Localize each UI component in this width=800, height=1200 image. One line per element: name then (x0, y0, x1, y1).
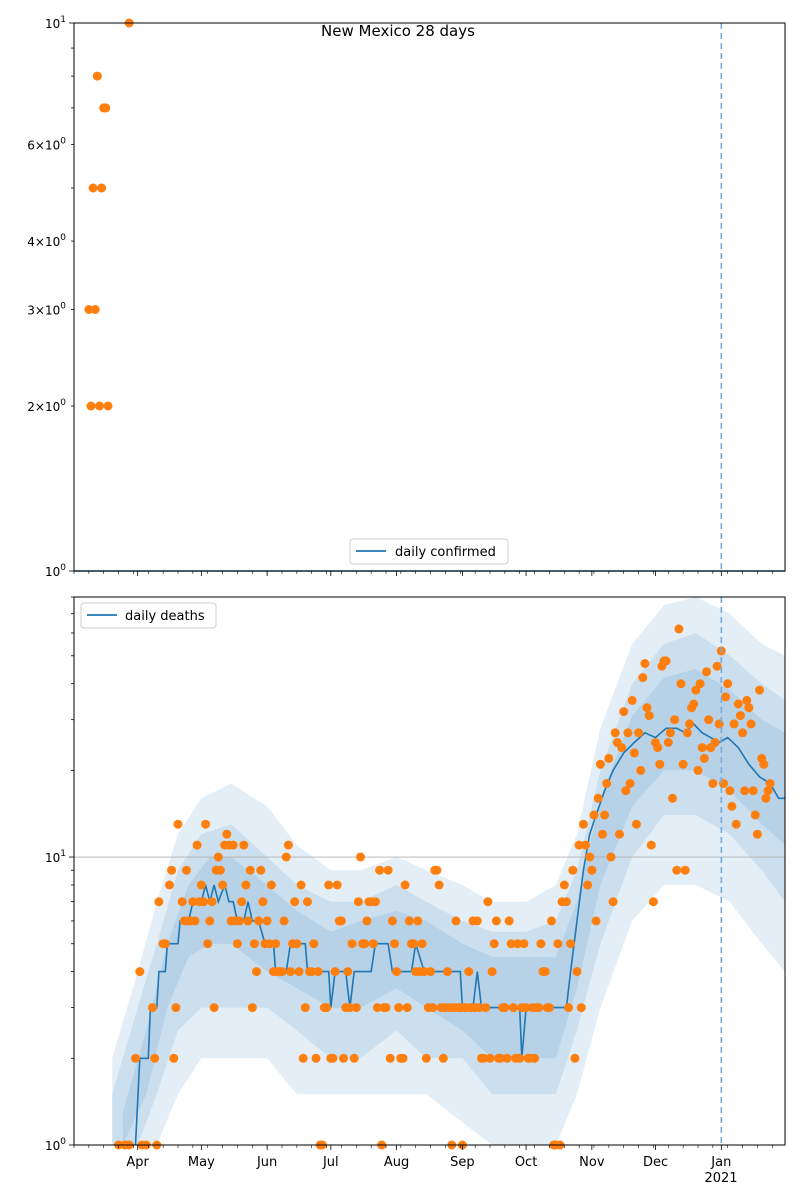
scatter-point (573, 967, 582, 976)
scatter-point (290, 897, 299, 906)
scatter-point (263, 916, 272, 925)
scatter-point (766, 779, 775, 788)
scatter-point (615, 830, 624, 839)
scatter-point (233, 939, 242, 948)
scatter-point (95, 402, 104, 411)
scatter-point (696, 679, 705, 688)
scatter-point (418, 939, 427, 948)
legend-label: daily confirmed (395, 545, 496, 560)
scatter-point (564, 1003, 573, 1012)
scatter-point (235, 916, 244, 925)
scatter-point (747, 719, 756, 728)
scatter-point (730, 719, 739, 728)
scatter-point (670, 715, 679, 724)
scatter-point (208, 897, 217, 906)
scatter-point (708, 779, 717, 788)
scatter-point (246, 866, 255, 875)
scatter-point (337, 916, 346, 925)
scatter-point (587, 866, 596, 875)
scatter-point (201, 820, 210, 829)
scatter-point (309, 939, 318, 948)
scatter-point (371, 897, 380, 906)
scatter-point (256, 866, 265, 875)
scatter-point (350, 1054, 359, 1063)
scatter-point (154, 897, 163, 906)
scatter-point (222, 830, 231, 839)
scatter-point (744, 703, 753, 712)
scatter-point (356, 853, 365, 862)
scatter-point (598, 830, 607, 839)
scatter-point (655, 760, 664, 769)
scatter-point (503, 1054, 512, 1063)
scatter-point (583, 881, 592, 890)
legend-confirmed (350, 539, 508, 564)
scatter-point (689, 700, 698, 709)
scatter-point (628, 696, 637, 705)
y-tick-label: $10^0$ (44, 1137, 66, 1153)
scatter-point (352, 1003, 361, 1012)
y-tick-label: $2\times 10^0$ (27, 398, 66, 415)
scatter-point (736, 711, 745, 720)
scatter-point (386, 1054, 395, 1063)
scatter-point (104, 402, 113, 411)
scatter-point (203, 939, 212, 948)
scatter-point (596, 760, 605, 769)
scatter-point (443, 967, 452, 976)
scatter-point (579, 820, 588, 829)
scatter-point (672, 866, 681, 875)
scatter-point (254, 916, 263, 925)
x-tick-label: Aug (383, 1155, 410, 1170)
scatter-point (297, 881, 306, 890)
scatter-point (241, 881, 250, 890)
scatter-point (592, 916, 601, 925)
scatter-point (738, 728, 747, 737)
scatter-point (753, 830, 762, 839)
scatter-point (301, 1003, 310, 1012)
scatter-point (505, 916, 514, 925)
scatter-point (653, 743, 662, 752)
scatter-point (488, 967, 497, 976)
scatter-point (405, 916, 414, 925)
scatter-point (97, 184, 106, 193)
scatter-point (390, 939, 399, 948)
scatter-point (210, 1003, 219, 1012)
scatter-point (150, 1054, 159, 1063)
scatter-point (312, 1054, 321, 1063)
scatter-point (611, 728, 620, 737)
scatter-point (171, 1003, 180, 1012)
x-tick-label: Nov (579, 1155, 605, 1170)
scatter-point (702, 667, 711, 676)
scatter-point (698, 743, 707, 752)
scatter-point (547, 916, 556, 925)
scatter-point (481, 1003, 490, 1012)
scatter-point (135, 967, 144, 976)
y-tick-label: $4\times 10^0$ (27, 233, 66, 250)
scatter-point (560, 881, 569, 890)
x-tick-label: Oct (514, 1155, 538, 1170)
scatter-point (360, 939, 369, 948)
scatter-point (314, 967, 323, 976)
y-tick-label: $6\times 10^0$ (27, 136, 66, 153)
scatter-point (683, 728, 692, 737)
legend-label: daily deaths (125, 609, 205, 624)
scatter-point (685, 719, 694, 728)
x-tick-label: Jul (322, 1155, 339, 1170)
scatter-point (333, 881, 342, 890)
scatter-point (662, 656, 671, 665)
y-tick-label: $10^1$ (44, 849, 66, 866)
scatter-point (343, 967, 352, 976)
scatter-point (568, 866, 577, 875)
scatter-point (541, 967, 550, 976)
scatter-point (362, 916, 371, 925)
scatter-point (428, 1003, 437, 1012)
scatter-point (216, 866, 225, 875)
scatter-point (271, 939, 280, 948)
scatter-point (267, 881, 276, 890)
scatter-point (239, 841, 248, 850)
scatter-point (626, 779, 635, 788)
scatter-point (89, 184, 98, 193)
scatter-point (148, 1003, 157, 1012)
scatter-point (328, 1054, 337, 1063)
scatter-point (553, 939, 562, 948)
scatter-point (640, 659, 649, 668)
scatter-point (570, 1054, 579, 1063)
x-tick-label: Apr (126, 1155, 149, 1170)
scatter-point (562, 897, 571, 906)
scatter-point (619, 707, 628, 716)
scatter-point (87, 402, 96, 411)
scatter-point (182, 866, 191, 875)
scatter-point (740, 786, 749, 795)
scatter-point (727, 802, 736, 811)
scatter-point (280, 916, 289, 925)
scatter-point (422, 1054, 431, 1063)
scatter-point (759, 760, 768, 769)
scatter-point (439, 1054, 448, 1063)
scatter-point (191, 916, 200, 925)
scatter-point (590, 811, 599, 820)
scatter-point (165, 881, 174, 890)
scatter-point (413, 916, 422, 925)
scatter-point (403, 1003, 412, 1012)
year-label: 2021 (704, 1171, 738, 1186)
scatter-point (286, 967, 295, 976)
scatter-point (229, 841, 238, 850)
scatter-point (734, 700, 743, 709)
scatter-point (607, 853, 616, 862)
scatter-point (401, 881, 410, 890)
scatter-point (167, 866, 176, 875)
scatter-point (388, 916, 397, 925)
scatter-point (751, 811, 760, 820)
scatter-point (749, 786, 758, 795)
scatter-point (581, 841, 590, 850)
scatter-point (490, 939, 499, 948)
scatter-point (409, 939, 418, 948)
scatter-point (674, 624, 683, 633)
scatter-point (536, 939, 545, 948)
scatter-point (399, 1054, 408, 1063)
scatter-point (292, 939, 301, 948)
scatter-point (566, 939, 575, 948)
x-tick-label: Sep (450, 1155, 475, 1170)
scatter-point (161, 939, 170, 948)
scatter-point (719, 779, 728, 788)
scatter-point (721, 692, 730, 701)
scatter-point (609, 897, 618, 906)
scatter-point (214, 853, 223, 862)
scatter-point (725, 786, 734, 795)
scatter-point (303, 897, 312, 906)
scatter-point (354, 897, 363, 906)
scatter-point (339, 1054, 348, 1063)
scatter-point (278, 967, 287, 976)
scatter-point (375, 866, 384, 875)
scatter-point (715, 719, 724, 728)
scatter-point (93, 72, 102, 81)
scatter-point (199, 897, 208, 906)
scatter-point (713, 662, 722, 671)
scatter-point (369, 939, 378, 948)
scatter-point (694, 766, 703, 775)
scatter-point (174, 820, 183, 829)
scatter-point (284, 841, 293, 850)
scatter-point (679, 760, 688, 769)
scatter-point (732, 820, 741, 829)
scatter-point (295, 967, 304, 976)
scatter-point (545, 1003, 554, 1012)
scatter-point (755, 686, 764, 695)
scatter-point (630, 748, 639, 757)
scatter-point (649, 897, 658, 906)
scatter-point (452, 916, 461, 925)
scatter-point (91, 305, 100, 314)
scatter-point (169, 1054, 178, 1063)
scatter-point (322, 1003, 331, 1012)
scatter-point (432, 866, 441, 875)
x-tick-label: Jan (711, 1155, 732, 1170)
scatter-point (643, 703, 652, 712)
y-tick-label: $10^0$ (44, 563, 66, 579)
scatter-point (647, 841, 656, 850)
scatter-point (700, 754, 709, 763)
scatter-point (299, 1054, 308, 1063)
scatter-point (602, 779, 611, 788)
scatter-point (250, 939, 259, 948)
scatter-point (515, 1054, 524, 1063)
scatter-point (464, 967, 473, 976)
scatter-point (331, 967, 340, 976)
scatter-point (131, 1054, 140, 1063)
scatter-point (486, 1054, 495, 1063)
scatter-point (324, 881, 333, 890)
scatter-point (623, 728, 632, 737)
scatter-point (711, 738, 720, 747)
legend-deaths (81, 603, 216, 628)
scatter-point (218, 881, 227, 890)
scatter-point (348, 939, 357, 948)
scatter-point (761, 794, 770, 803)
scatter-point (252, 967, 261, 976)
y-tick-label: $10^1$ (44, 15, 66, 31)
scatter-point (638, 673, 647, 682)
scatter-point (636, 766, 645, 775)
scatter-point (723, 679, 732, 688)
scatter-point (681, 866, 690, 875)
scatter-point (634, 728, 643, 737)
scatter-point (282, 853, 291, 862)
scatter-point (258, 897, 267, 906)
scatter-point (426, 967, 435, 976)
scatter-point (197, 881, 206, 890)
scatter-point (500, 1003, 509, 1012)
scatter-point (577, 1003, 586, 1012)
scatter-point (382, 1003, 391, 1012)
scatter-point (600, 811, 609, 820)
scatter-point (101, 103, 110, 112)
scatter-point (392, 967, 401, 976)
scatter-point (237, 897, 246, 906)
scatter-point (534, 1003, 543, 1012)
x-tick-label: May (187, 1155, 215, 1170)
x-tick-label: Dec (642, 1155, 669, 1170)
scatter-point (394, 1003, 403, 1012)
scatter-point (666, 728, 675, 737)
scatter-point (248, 1003, 257, 1012)
scatter-point (677, 679, 686, 688)
scatter-point (178, 897, 187, 906)
scatter-point (492, 916, 501, 925)
scatter-point (704, 715, 713, 724)
scatter-point (585, 853, 594, 862)
scatter-point (244, 916, 253, 925)
x-tick-label: Jun (256, 1155, 278, 1170)
scatter-point (205, 916, 214, 925)
scatter-point (530, 1054, 539, 1063)
scatter-point (604, 754, 613, 763)
scatter-point (509, 1003, 518, 1012)
scatter-point (664, 738, 673, 747)
scatter-point (594, 794, 603, 803)
scatter-point (632, 820, 641, 829)
chart-title: New Mexico 28 days (321, 22, 475, 40)
scatter-point (645, 711, 654, 720)
scatter-point (483, 897, 492, 906)
y-tick-label: $3\times 10^0$ (27, 301, 66, 318)
scatter-point (384, 866, 393, 875)
scatter-point (668, 794, 677, 803)
scatter-point (193, 841, 202, 850)
scatter-point (435, 881, 444, 890)
scatter-point (473, 916, 482, 925)
scatter-point (519, 939, 528, 948)
scatter-point (617, 743, 626, 752)
